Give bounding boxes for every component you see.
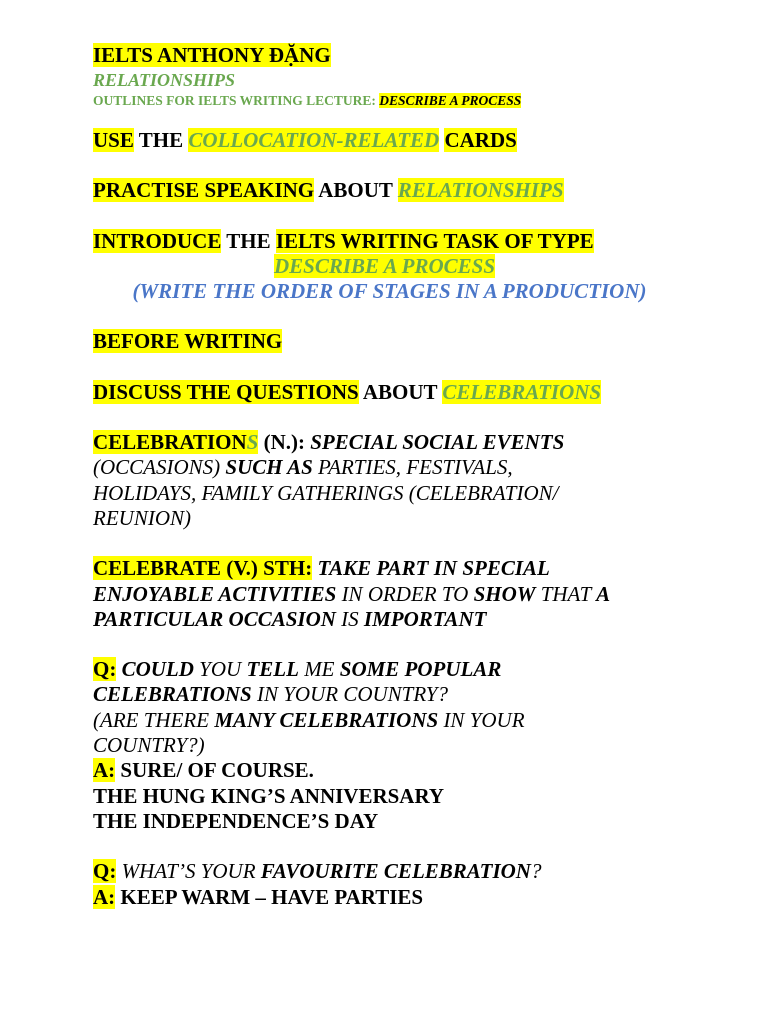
question-favourite-celebration bbox=[93, 859, 693, 884]
author-title: IELTS ANTHONY ĐẶNG bbox=[93, 43, 331, 67]
step-practise-speaking bbox=[93, 178, 693, 203]
answer-text: KEEP WARM – HAVE PARTIES bbox=[115, 884, 424, 909]
lecture-outline bbox=[93, 40, 693, 910]
answer-text: SURE/ OF COURSE. bbox=[115, 758, 314, 783]
question-mark: ? bbox=[530, 859, 542, 884]
outline-subtitle bbox=[93, 90, 693, 112]
definition-core: SPECIAL SOCIAL EVENTS bbox=[310, 430, 565, 455]
part-of-speech: (N.): bbox=[258, 430, 311, 455]
some-popular-text: SOME POPULAR bbox=[339, 657, 502, 682]
before-writing-heading: BEFORE WRITING bbox=[93, 329, 283, 354]
could-text: COULD bbox=[116, 657, 194, 682]
are-there-text: (ARE THERE bbox=[93, 707, 215, 732]
outline-tag: DESCRIBE A PROCESS bbox=[379, 93, 522, 108]
definition-line-4: REUNION) bbox=[93, 505, 191, 530]
describe-process-term: DESCRIBE A PROCESS bbox=[274, 253, 495, 278]
question-label: Q: bbox=[93, 859, 117, 884]
important-text: IMPORTANT bbox=[363, 606, 487, 631]
answer-label: A: bbox=[93, 884, 116, 909]
in-your-text: IN YOUR bbox=[438, 707, 525, 732]
favourite-celebration-text: FAVOURITE CELEBRATION bbox=[260, 859, 531, 884]
particular-occasion: PARTICULAR OCCASION bbox=[93, 606, 336, 631]
step-discuss-questions bbox=[93, 380, 693, 405]
answer-label: A: bbox=[93, 758, 116, 783]
celebrate-definition-line-3 bbox=[93, 607, 693, 632]
question-line-4: COUNTRY?) bbox=[93, 733, 205, 758]
definition-celebrate bbox=[93, 556, 693, 581]
task-type-keyword: IELTS WRITING TASK OF TYPE bbox=[275, 228, 594, 253]
step-use-cards bbox=[93, 128, 693, 153]
examples-text: PARTIES, FESTIVALS, bbox=[312, 455, 513, 480]
answer-line-hung-king: THE HUNG KING’S ANNIVERSARY bbox=[93, 783, 445, 808]
outline-prefix: OUTLINES FOR IELTS WRITING LECTURE: bbox=[93, 93, 380, 108]
relationships-term: RELATIONSHIPS bbox=[397, 178, 564, 203]
task-type-line bbox=[93, 254, 676, 279]
a-text: A bbox=[596, 581, 611, 606]
such-as-text: SUCH AS bbox=[225, 455, 313, 480]
enjoyable-activities: ENJOYABLE ACTIVITIES bbox=[93, 581, 337, 606]
show-text: SHOW bbox=[473, 581, 536, 606]
occasions-text: (OCCASIONS) bbox=[93, 455, 226, 480]
question-popular-celebrations bbox=[93, 657, 693, 682]
document-title bbox=[93, 40, 693, 70]
topic-subtitle: RELATIONSHIPS bbox=[93, 70, 236, 90]
discuss-questions-keyword: DISCUSS THE QUESTIONS bbox=[93, 379, 359, 404]
step-before-writing bbox=[93, 329, 693, 354]
whats-your-text: WHAT’S YOUR bbox=[116, 859, 261, 884]
in-your-country-text: IN YOUR COUNTRY? bbox=[251, 682, 448, 707]
collocation-related-term: COLLOCATION-RELATED bbox=[188, 128, 440, 152]
practise-speaking-keyword: PRACTISE SPEAKING bbox=[93, 178, 315, 203]
celebrate-definition-line-2 bbox=[93, 582, 693, 607]
about-text: ABOUT bbox=[358, 379, 443, 404]
is-text: IS bbox=[335, 606, 364, 631]
cards-term: CARDS bbox=[444, 128, 517, 152]
tell-text: TELL bbox=[246, 657, 299, 682]
many-celebrations-text: MANY CELEBRATIONS bbox=[214, 707, 439, 732]
task-type-explanation: (WRITE THE ORDER OF STAGES IN A PRODUCTION) bbox=[132, 279, 647, 304]
that-text: THAT bbox=[535, 581, 597, 606]
celebration-stem: CELEBRATION bbox=[93, 430, 247, 455]
celebrations-text: CELEBRATIONS bbox=[93, 682, 252, 707]
introduce-keyword: INTRODUCE bbox=[93, 228, 222, 253]
step-introduce-task bbox=[93, 229, 693, 254]
answer-sure bbox=[93, 758, 693, 783]
you-text: YOU bbox=[193, 657, 247, 682]
celebrate-headword: CELEBRATE (V.) STH: bbox=[93, 556, 313, 581]
question-line-2 bbox=[93, 682, 693, 707]
definition-celebrations bbox=[93, 430, 693, 455]
definition-line-2 bbox=[93, 455, 693, 480]
definition-line-3: HOLIDAYS, FAMILY GATHERINGS (CELEBRATION/ bbox=[93, 480, 559, 505]
plural-s: S bbox=[246, 430, 259, 455]
about-text: ABOUT bbox=[314, 178, 398, 203]
answer-keep-warm bbox=[93, 885, 693, 910]
question-label: Q: bbox=[93, 657, 117, 682]
me-text: ME bbox=[298, 657, 340, 682]
the-text: THE bbox=[221, 228, 276, 253]
celebrations-headword bbox=[93, 430, 258, 454]
step-use-keyword: USE bbox=[93, 128, 134, 152]
step-use-the: THE bbox=[133, 128, 189, 152]
celebrations-term: CELEBRATIONS bbox=[442, 379, 602, 404]
question-line-3 bbox=[93, 708, 693, 733]
celebrate-definition-1: TAKE PART IN SPECIAL bbox=[312, 556, 550, 581]
in-order-to: IN ORDER TO bbox=[336, 581, 474, 606]
answer-line-independence: THE INDEPENDENCE’S DAY bbox=[93, 808, 379, 833]
